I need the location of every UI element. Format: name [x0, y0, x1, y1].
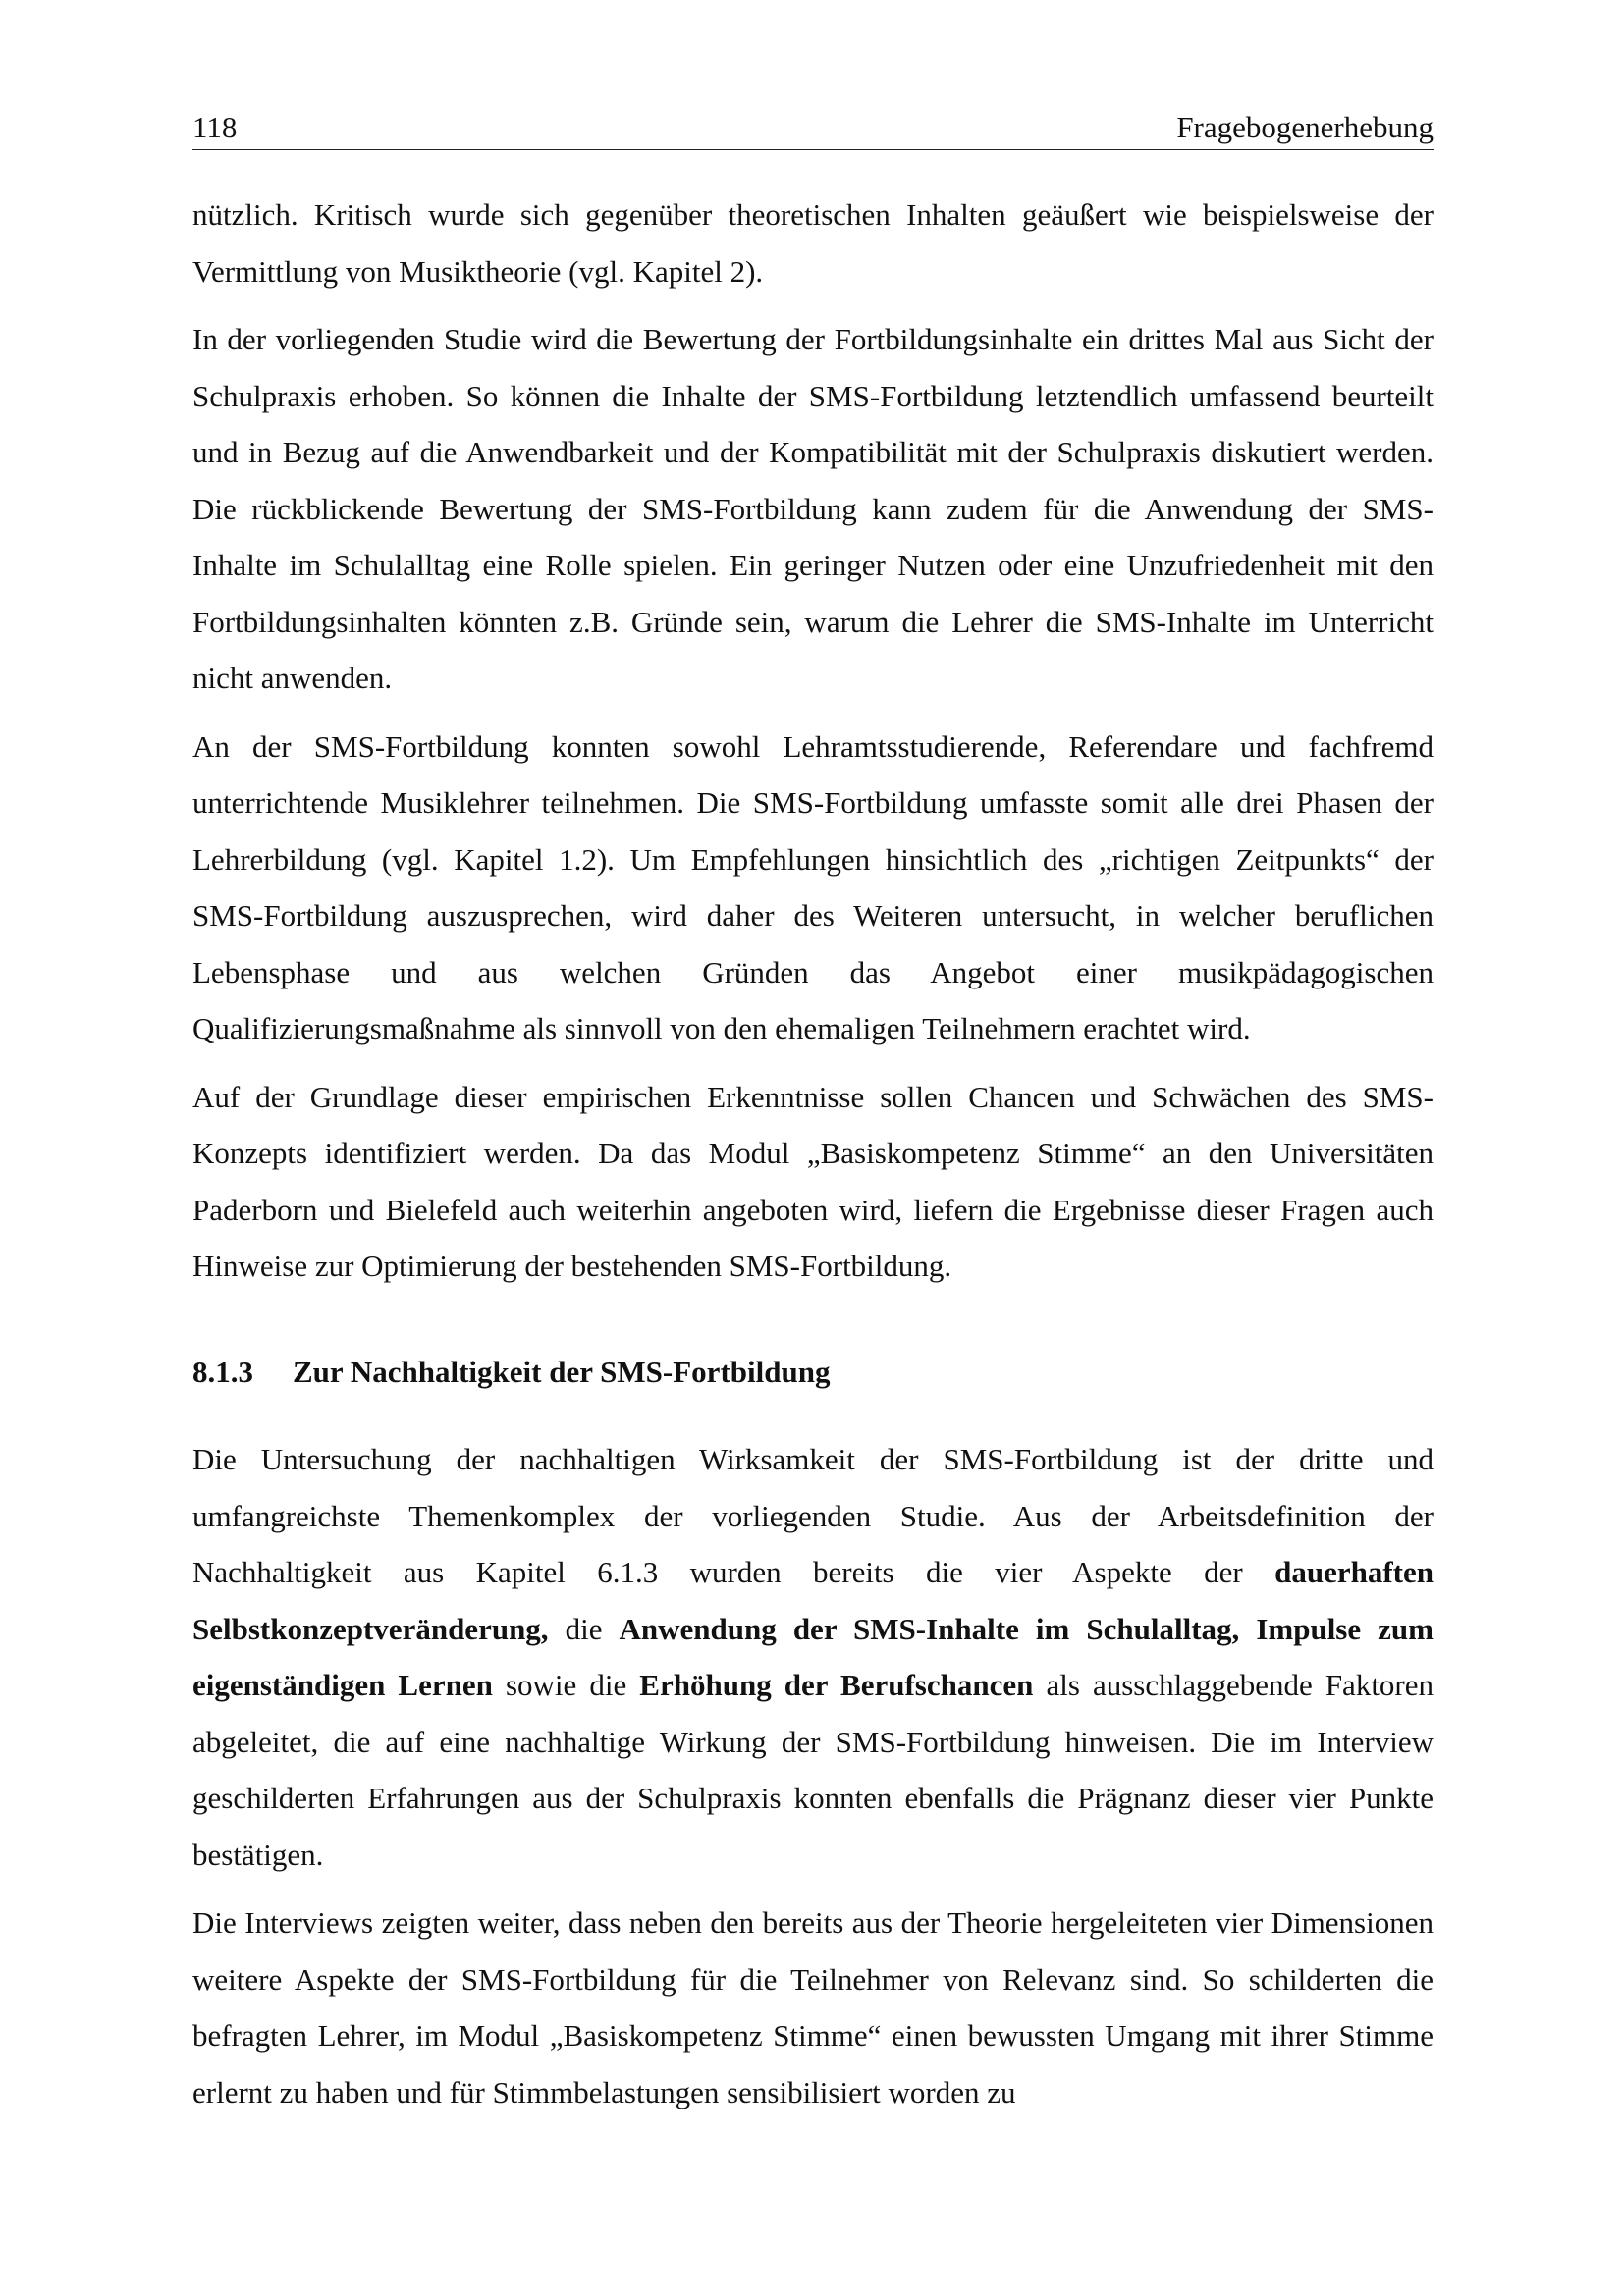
running-title: Fragebogenerhebung: [1176, 110, 1434, 144]
paragraph-5-text-4: als ausschlaggebende Faktoren abgeleitet, die auf eine nachhaltige Wirkung der SMS-Fortbildung hinweisen. Die im Interview geschilderten Erfahrungen aus der Schulpraxis konnten ebenfalls die Prägnanz dieser vier Punkte bestätigen.: [192, 1668, 1434, 1872]
body-text: [192, 187, 1434, 2132]
section-heading: [192, 1344, 1434, 1401]
paragraph-1: nützlich. Kritisch wurde sich gegenüber theoretischen Inhalten geäußert wie beispielsweise der Vermittlung von Musiktheorie (vgl. Kapitel 2).: [192, 197, 1434, 289]
section-title: Zur Nachhaltigkeit der SMS-Fortbildung: [293, 1354, 831, 1389]
paragraph-6: Die Interviews zeigten weiter, dass neben den bereits aus der Theorie hergeleiteten vier Dimensionen weitere Aspekte der SMS-Fortbildung für die Teilnehmer von Relevanz sind. So schilderten die befragten Lehrer, im Modul „Basiskompetenz Stimme“ einen bewussten Umgang mit ihrer Stimme erlernt zu haben und für Stimmbelastungen sensibilisiert worden zu: [192, 1905, 1434, 2109]
paragraph-5: [192, 1431, 1434, 1883]
paragraph-5-text-2: die: [548, 1611, 620, 1646]
paragraph-2: In der vorliegenden Studie wird die Bewertung der Fortbildungsinhalte ein drittes Mal aus Sicht der Schulpraxis erhoben. So können die Inhalte der SMS-Fortbildung letztendlich umfassend beurteilt und in Bezug auf die Anwendbarkeit und der Kompatibilität mit der Schulpraxis diskutiert werden. Die rückblickende Bewertung der SMS-Fortbildung kann zudem für die Anwendung der SMS-Inhalte im Schulalltag eine Rolle spielen. Ein geringer Nutzen oder eine Unzufriedenheit mit den Fortbildungsinhalten könnten z.B. Gründe sein, warum die Lehrer die SMS-Inhalte im Unterricht nicht anwenden.: [192, 322, 1434, 695]
page-header: [192, 106, 1434, 150]
paragraph-5-text-1: Die Untersuchung der nachhaltigen Wirksamkeit der SMS-Fortbildung ist der dritte und umfangreichste Themenkomplex der vorliegenden Studie. Aus der Arbeitsdefinition der Nachhaltigkeit aus Kapitel 6.1.3 wurden bereits die vier Aspekte der: [192, 1442, 1434, 1589]
paragraph-5-bold-3: Erhöhung der Berufschancen: [639, 1668, 1034, 1702]
paragraph-5-bold-2: Anwendung der SMS-Inhalte im Schulalltag, Impulse zum eigenständigen Lernen: [192, 1611, 1434, 1702]
paragraph-5-text-3: sowie die: [492, 1668, 640, 1702]
document-page: [192, 0, 1434, 2296]
paragraph-3: An der SMS-Fortbildung konnten sowohl Lehramtsstudierende, Referendare und fachfremd unterrichtende Musiklehrer teilnehmen. Die SMS-Fortbildung umfasste somit alle drei Phasen der Lehrerbildung (vgl. Kapitel 1.2). Um Empfehlungen hinsichtlich des „richtigen Zeitpunkts“ der SMS-Fortbildung auszusprechen, wird daher des Weiteren untersucht, in welcher beruflichen Lebensphase und aus welchen Gründen das Angebot einer musikpädagogischen Qualifizierungsmaßnahme als sinnvoll von den ehemaligen Teilnehmern erachtet wird.: [192, 728, 1434, 1045]
paragraph-5-bold-1: dauerhaften Selbstkonzeptveränderung,: [192, 1555, 1434, 1646]
page-number: 118: [192, 110, 238, 144]
paragraph-4: Auf der Grundlage dieser empirischen Erkenntnisse sollen Chancen und Schwächen des SMS-Konzepts identifiziert werden. Da das Modul „Basiskompetenz Stimme“ an den Universitäten Paderborn und Bielefeld auch weiterhin angeboten wird, liefern die Ergebnisse dieser Fragen auch Hinweise zur Optimierung der bestehenden SMS-Fortbildung.: [192, 1079, 1434, 1283]
section-number: 8.1.3: [192, 1354, 253, 1389]
